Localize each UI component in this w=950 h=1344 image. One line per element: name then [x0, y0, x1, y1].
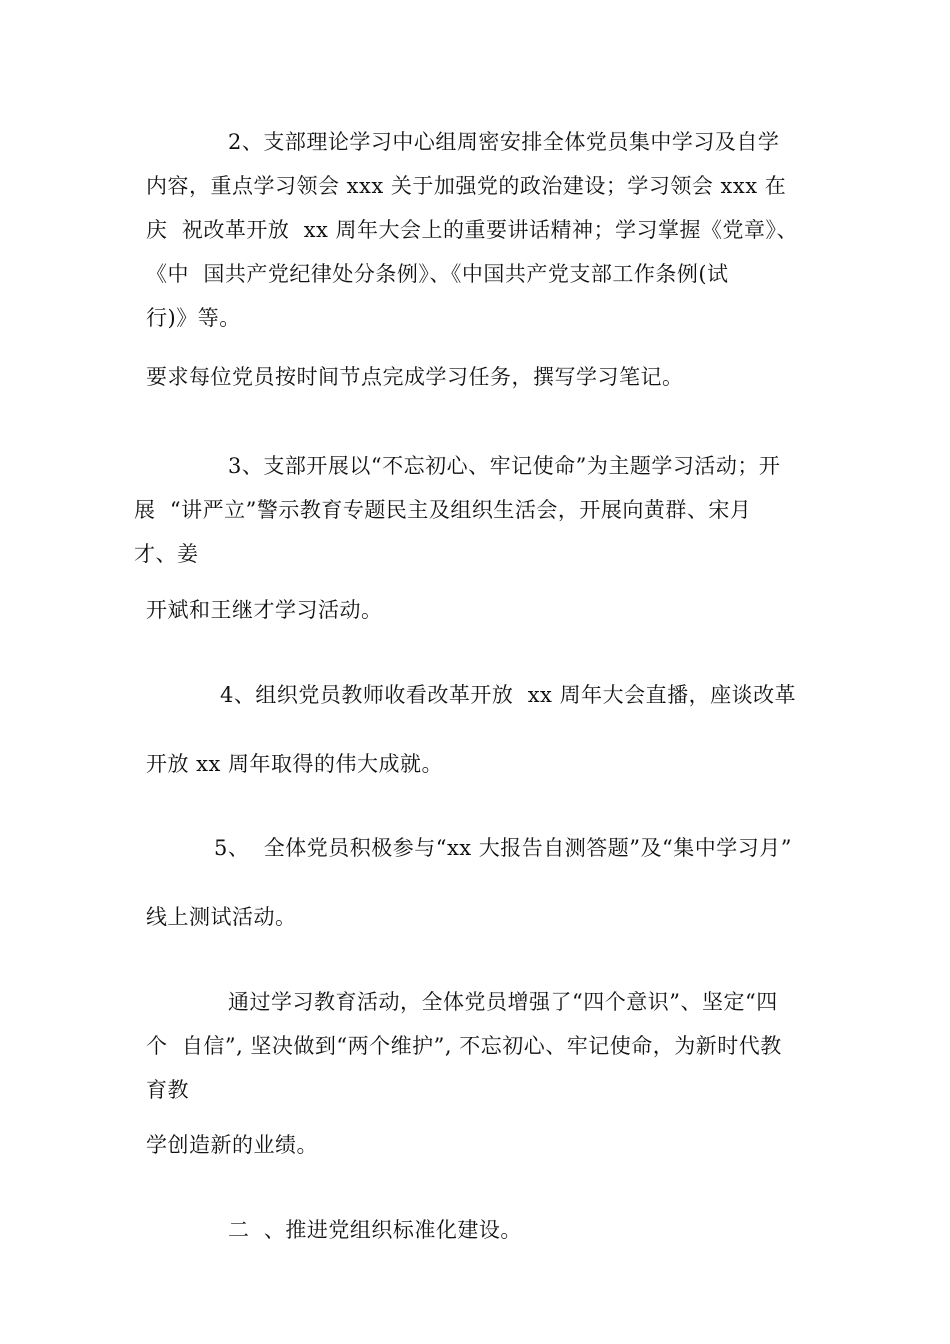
para5-line2: 线上测试活动。: [146, 905, 297, 929]
para4-line2: 开放 xx 周年取得的伟大成就。: [146, 752, 444, 776]
para2-line4: 《中 国共产党纪律处分条例》、《中国共产党支部工作条例(试: [146, 262, 729, 286]
para5-line1: 5、 全体党员积极参与“xx 大报告自测答题”及“集中学习月”: [214, 836, 793, 860]
para2-line3: 庆 祝改革开放 xx 周年大会上的重要讲话精神；学习掌握《党章》、: [146, 218, 799, 242]
summary-line3: 育教: [146, 1078, 189, 1102]
summary-line4: 学创造新的业绩。: [146, 1133, 318, 1157]
para3-line1: 3、支部开展以“不忘初心、牢记使命”为主题学习活动；开: [228, 454, 781, 478]
section-heading-two: 二 、推进党组织标准化建设。: [228, 1218, 522, 1242]
para3-line4: 开斌和王继才学习活动。: [146, 598, 383, 622]
para3-line3: 才、姜: [134, 542, 199, 566]
para3-line2: 展 “讲严立”警示教育专题民主及组织生活会，开展向黄群、宋月: [134, 498, 752, 522]
para4-line1: 4、组织党员教师收看改革开放 xx 周年大会直播，座谈改革: [220, 683, 797, 707]
summary-line1: 通过学习教育活动，全体党员增强了“四个意识”、坚定“四: [228, 990, 778, 1014]
para2-line5: 行)》等。: [146, 306, 241, 330]
summary-line2: 个 自信”, 坚决做到“两个维护”, 不忘初心、牢记使命，为新时代教: [146, 1034, 782, 1058]
para2-line2: 内容，重点学习领会 xxx 关于加强党的政治建设；学习领会 xxx 在: [146, 174, 787, 198]
para2-requirement: 要求每位党员按时间节点完成学习任务，撰写学习笔记。: [146, 365, 684, 389]
para2-line1: 2、支部理论学习中心组周密安排全体党员集中学习及自学: [228, 130, 780, 154]
